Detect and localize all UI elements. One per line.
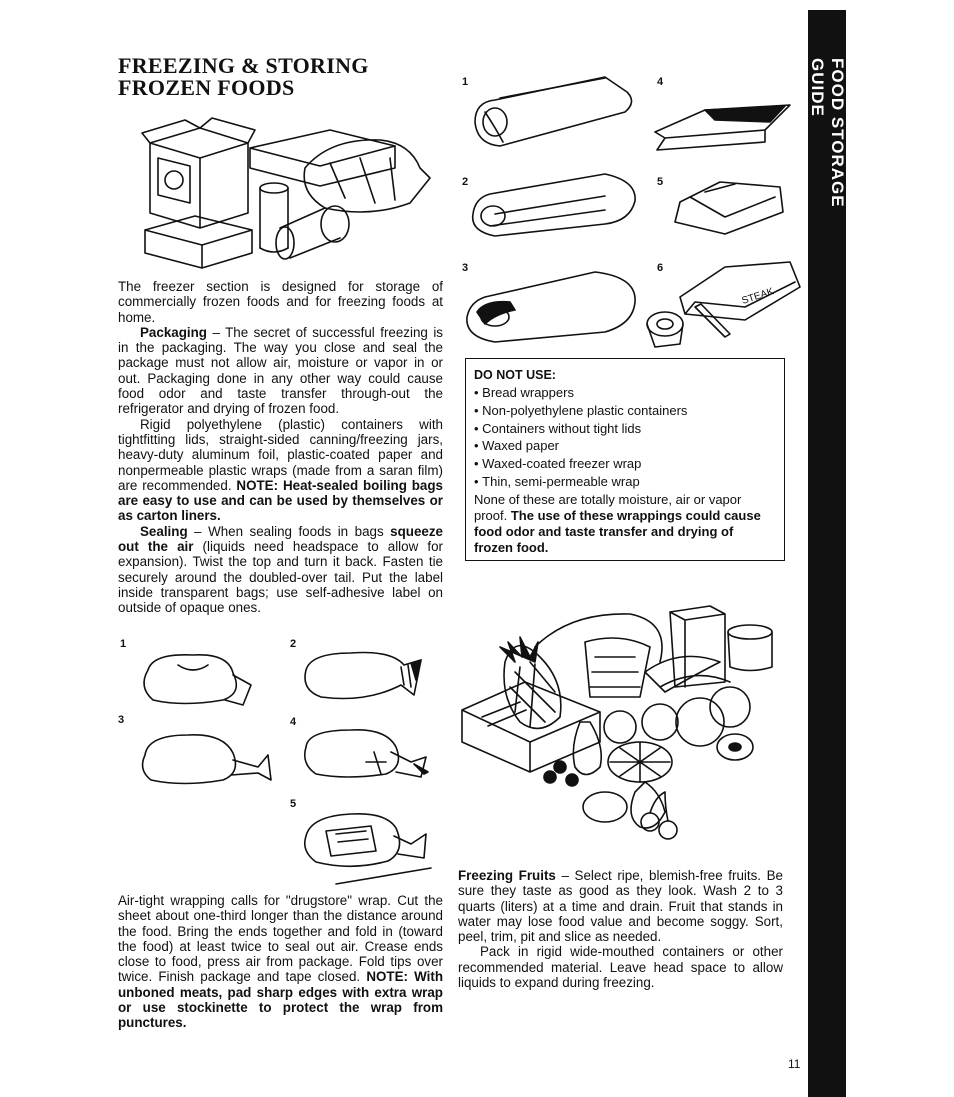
wrap-step-6-number: 6 [657, 262, 664, 274]
pear-right [631, 782, 665, 828]
intro-column [118, 279, 443, 616]
drugstore-paragraph [118, 893, 443, 1031]
drugstore-text: Air-tight wrapping calls for "drugstore" wrap. Cut the sheet about one-third longer than the distance around the food. Bring the ends together and fold in (toward the food) at least twice to seal out air. Crease ends close to food, press air from package. Fold tips over twice. Finish package and tape closed. [118, 893, 443, 985]
wrapped-bag [304, 140, 430, 212]
wrap-step-3-illustration [455, 262, 645, 352]
fruits-text: – Select ripe, blemish-free fruits. Be sure they taste as good as they look. Wash 2 to 3 quarts (liters) at a time and drain. Fruit that stands in water may lose food value and become soggy. Sort, peel, trim, pit and slice as needed. [458, 868, 784, 945]
fruits-paragraph-2: Pack in rigid wide-mouthed containers or other recommended material. Leave head space to allow liquids to expand during freezing. [458, 944, 783, 991]
melon [535, 614, 662, 662]
fruits-illustration [460, 602, 780, 847]
blackberry [554, 761, 566, 773]
frozen-packages-illustration [140, 118, 440, 278]
do-not-use-heading: DO NOT USE: [474, 368, 556, 382]
bag-step-4-illustration [296, 722, 436, 787]
do-not-use-item: • Waxed-coated freezer wrap [474, 455, 775, 473]
bag-step-5-illustration [296, 806, 441, 891]
intro-paragraph: The freezer section is designed for storage of commercially frozen foods and for freezing foods at home. [118, 279, 443, 325]
fruits-column [458, 868, 783, 990]
freezer-can [260, 188, 288, 248]
wrap-step-4-number: 4 [657, 76, 664, 88]
bag-step-2-number: 3 [118, 714, 125, 726]
do-not-use-closing-text: None of these are totally moisture, air or vapor proof. [474, 491, 742, 523]
wrap-step-6-illustration [635, 252, 810, 352]
flat-box [145, 216, 252, 268]
bag-step-5-number: 5 [290, 798, 297, 810]
wrap-step-1-illustration [455, 72, 645, 162]
do-not-use-item: • Waxed paper [474, 437, 775, 455]
sealing-emphasis: squeeze out the air [118, 523, 443, 555]
drugstore-column [118, 893, 443, 1031]
containers-paragraph [118, 417, 443, 524]
wrap-step-2-number: 2 [462, 176, 469, 188]
page-title-line-1: FREEZING & STORING [118, 53, 369, 78]
bag-step-3-illustration [296, 645, 431, 705]
wrap-step-5-illustration [665, 172, 795, 242]
do-not-use-item: • Containers without tight lids [474, 420, 775, 438]
do-not-use-item: • Thin, semi-permeable wrap [474, 473, 775, 491]
do-not-use-closing [474, 492, 775, 556]
bananas [645, 656, 730, 692]
plum [642, 704, 678, 740]
sealing-paragraph [118, 524, 443, 616]
flat-tray [250, 130, 395, 186]
containers-note: NOTE: Heat-sealed boiling bags are easy to use and can be used by themselves or as carton liners. [118, 477, 444, 524]
do-not-use-item: • Non-polyethylene plastic containers [474, 402, 775, 420]
apricot [604, 711, 636, 743]
bag-step-1-illustration [133, 645, 263, 710]
lemon [583, 792, 627, 822]
wrap-step-3-number: 3 [462, 262, 469, 274]
fruits-label: Freezing Fruits [458, 868, 556, 883]
bag-step-4-number: 4 [290, 716, 297, 728]
steak-label: STEAK [740, 286, 776, 307]
bag-step-2-illustration [133, 725, 278, 795]
berry-basket [585, 638, 650, 697]
fruits-paragraph [458, 868, 783, 944]
bag-step-1-number: 1 [120, 638, 127, 650]
page-title-line-2: FROZEN FOODS [118, 75, 295, 100]
do-not-use-closing-bold: The use of these wrappings could cause food odor and taste transfer and drying of frozen food. [474, 507, 761, 555]
drugstore-note: NOTE: With unboned meats, pad sharp edges with extra wrap or use stockinette to protect the wrap from punctures. [118, 969, 443, 1031]
sealing-text-1: – When sealing foods in bags [187, 523, 391, 539]
carton-label [158, 158, 190, 203]
carton-logo [165, 171, 183, 189]
apple [710, 687, 750, 727]
wrap-step-4-illustration [645, 90, 805, 160]
page-title [118, 55, 418, 99]
wrap-step-2-illustration [455, 166, 645, 246]
wrap-step-1-number: 1 [462, 76, 469, 88]
sealing-label: Sealing [140, 523, 188, 539]
side-tab-label: FOOD STORAGE GUIDE [808, 58, 847, 208]
packaging-paragraph [118, 325, 443, 417]
do-not-use-list [474, 384, 775, 491]
packaging-text: – The secret of successful freezing is in the packaging. The way you close and seal the package must not allow air, moisture or vapor in or out. Packaging done in any other way could cause food odor and taste transfer through-out the refrigerator and drying of frozen food. [118, 324, 443, 417]
containers-text: Rigid polyethylene (plastic) containers with tightfitting lids, straight-sided canning/freezing jars, heavy-duty aluminum foil, plastic-coated paper and nonpermeable plastic wraps (made from a saran film) are recommended. [118, 416, 443, 493]
do-not-use-box [465, 358, 785, 561]
wrap-step-5-number: 5 [657, 176, 664, 188]
side-tab [808, 10, 846, 1097]
lying-cylinder [280, 208, 340, 258]
sealing-text-2: (liquids need headspace to allow for expansion). Twist the top and turn it back. Fasten tie securely around the doubled-over tail. Put the label inside transparent bags; use self-adhesive label on outside of opaque ones. [118, 539, 443, 616]
do-not-use-item: • Bread wrappers [474, 384, 775, 402]
page-number: 11 [788, 1057, 801, 1071]
bag-step-3-number: 2 [290, 638, 297, 650]
packaging-label: Packaging [140, 324, 207, 340]
